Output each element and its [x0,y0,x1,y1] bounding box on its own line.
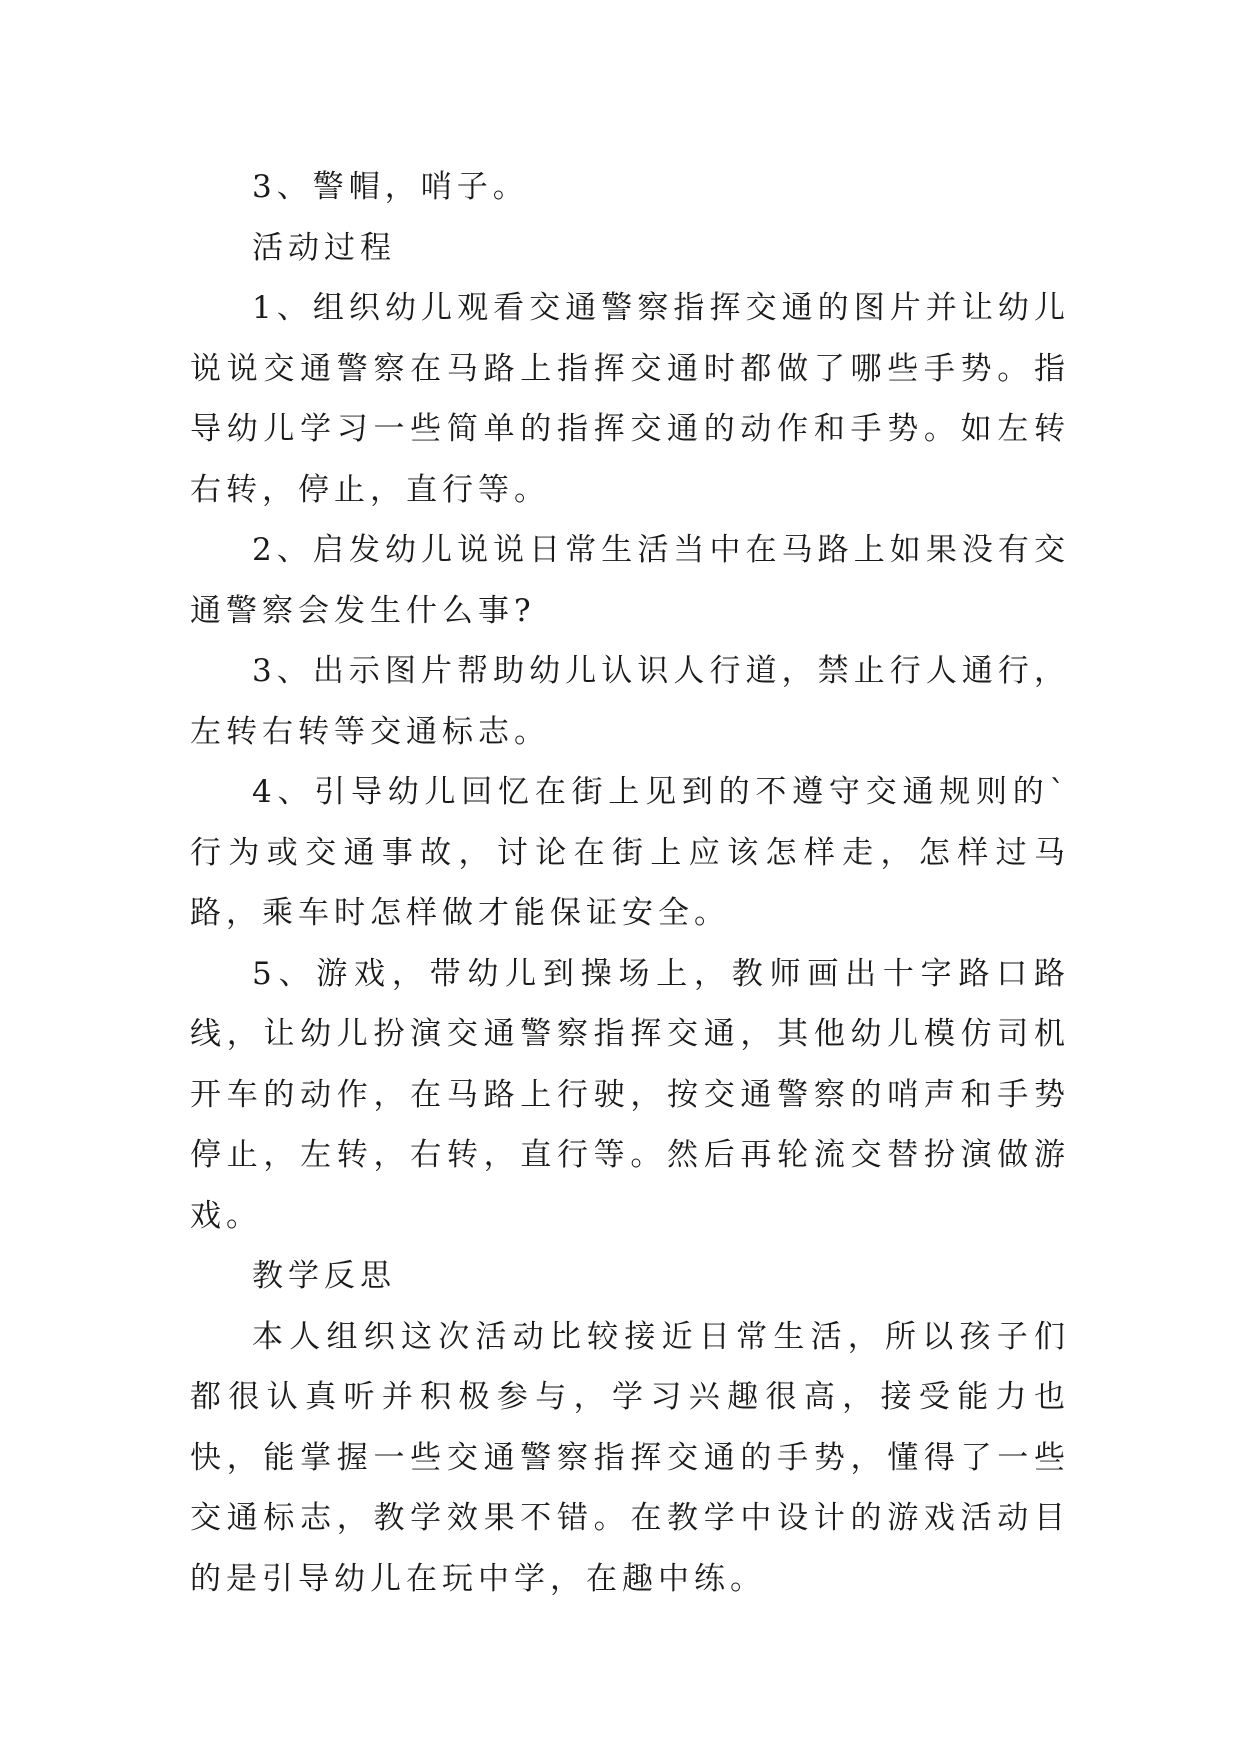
process-step-4: 4、引导幼儿回忆在街上见到的不遵守交通规则的`行为或交通事故，讨论在街上应该怎样走，怎样过马路，乘车时怎样做才能保证安全。 [190,774,1070,931]
section-heading-reflection: 教学反思 [252,1258,396,1294]
process-step-2: 2、启发幼儿说说日常生活当中在马路上如果没有交通警察会发生什么事? [190,532,1070,629]
process-step-1: 1、组织幼儿观看交通警察指挥交通的图片并让幼儿说说交通警察在马路上指挥交通时都做了哪些手势。指导幼儿学习一些简单的指挥交通的动作和手势。如左转右转，停止，直行等。 [190,290,1070,508]
section-heading-activity-process: 活动过程 [252,229,396,266]
materials-item-3: 3、警帽，哨子。 [252,169,529,205]
reflection-paragraph: 本人组织这次活动比较接近日常生活，所以孩子们都很认真听并积极参与，学习兴趣很高，接受能力也快，能掌握一些交通警察指挥交通的手势，懂得了一些交通标志，教学效果不错。在教学中设计的游戏活动目的是引导幼儿在玩中学，在趣中练。 [190,1318,1070,1597]
process-step-3: 3、出示图片帮助幼儿认识人行道，禁止行人通行，左转右转等交通标志。 [190,653,1070,750]
process-step-5: 5、游戏，带幼儿到操场上，教师画出十字路口路线，让幼儿扮演交通警察指挥交通，其他幼儿模仿司机开车的动作，在马路上行驶，按交通警察的哨声和手势停止，左转，右转，直行等。然后再轮流交替扮演做游戏。 [190,955,1070,1234]
document-body [190,157,1070,1609]
